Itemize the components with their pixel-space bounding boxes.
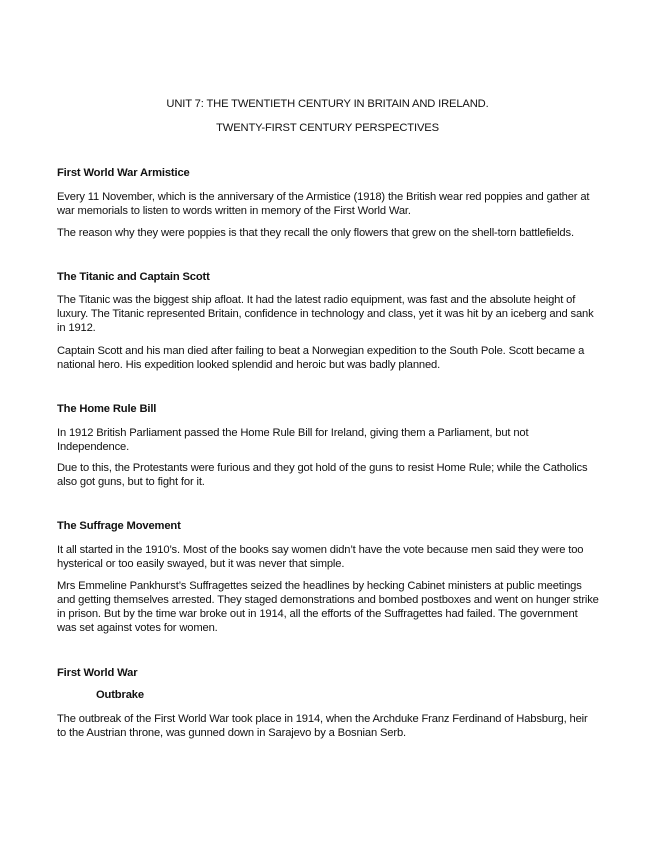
- paragraph-outbrake: The outbreak of the First World War took place in 1914, when the Archduke Franz Ferdinand of Habsburg, heir to the Austrian throne, was gunned down in Sarajevo by a Bosnian Serb.: [57, 713, 588, 739]
- paragraph-home-rule-2: Due to this, the Protestants were furious and they got hold of the guns to resist Home Rule; while the Catholics also got guns, but to fight for it.: [57, 462, 588, 488]
- paragraph-home-rule-1: In 1912 British Parliament passed the Home Rule Bill for Ireland, giving them a Parliament, but not Independence.: [57, 427, 529, 453]
- paragraph-armistice-2: The reason why they were poppies is that they recall the only flowers that grew on the shell-torn battlefields.: [57, 227, 574, 239]
- paragraph-suffrage-1: It all started in the 1910’s. Most of the books say women didn’t have the vote because men said they were too hysterical or too easily swayed, but it was never that simple.: [57, 544, 584, 570]
- document-title: UNIT 7: THE TWENTIETH CENTURY IN BRITAIN AND IRELAND.: [166, 98, 489, 110]
- heading-home-rule: The Home Rule Bill: [57, 403, 157, 415]
- document-subtitle: TWENTY-FIRST CENTURY PERSPECTIVES: [216, 122, 439, 134]
- heading-first-world-war: First World War: [57, 667, 138, 679]
- paragraph-titanic-2: Captain Scott and his man died after failing to beat a Norwegian expedition to the South Pole. Scott became a national hero. His expedition looked splendid and heroic but was badly planned.: [57, 345, 585, 371]
- paragraph-titanic-1: The Titanic was the biggest ship afloat. It had the latest radio equipment, was fast and the absolute height of luxury. The Titanic represented Britain, confidence in technology and class, yet it was hit by an iceberg and sank in 1912.: [57, 294, 594, 334]
- heading-titanic: The Titanic and Captain Scott: [57, 271, 210, 283]
- paragraph-armistice-1: Every 11 November, which is the anniversary of the Armistice (1918) the British wear red poppies and gather at war memorials to listen to words written in memory of the First World War.: [57, 191, 590, 217]
- paragraph-suffrage-2: Mrs Emmeline Pankhurst’s Suffragettes seized the headlines by hecking Cabinet ministers at public meetings and getting themselves arrested. They staged demonstrations and bombed postboxes and went on hunger strike in prison. But by the time war broke out in 1914, all the efforts of the Suffragettes had failed. The government was set against votes for women.: [57, 580, 599, 634]
- heading-armistice: First World War Armistice: [57, 167, 190, 179]
- subheading-outbrake: Outbrake: [96, 689, 144, 701]
- heading-suffrage: The Suffrage Movement: [57, 520, 181, 532]
